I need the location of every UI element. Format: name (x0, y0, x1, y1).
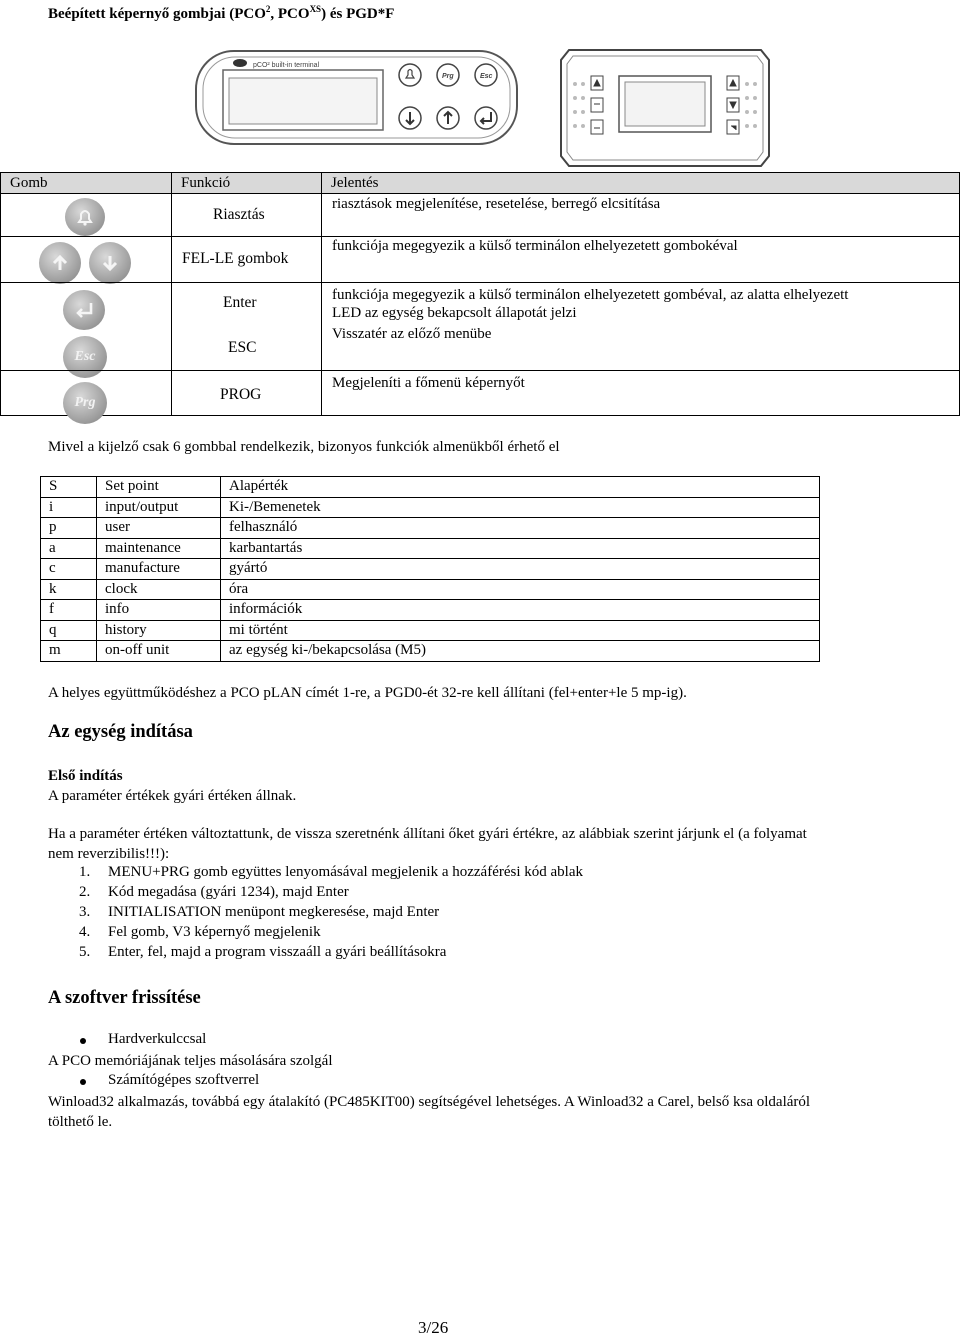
menu-english-cell: clock (97, 579, 221, 600)
menu-english-cell: on-off unit (97, 641, 221, 662)
menu-code-cell: S (41, 477, 97, 498)
pgd-terminal-image (555, 46, 775, 168)
function-label: ESC (228, 339, 257, 356)
menu-english-cell: manufacture (97, 559, 221, 580)
menu-hungarian-cell: Alapérték (221, 477, 820, 498)
menu-hungarian-cell: felhasználó (221, 518, 820, 539)
esc-icon (63, 336, 107, 378)
menu-code-cell: m (41, 641, 97, 662)
section-heading: A szoftver frissítése (48, 988, 201, 1008)
meaning-text: funkciója megegyezik a külső terminálon elhelyezetett gombéval, az alatta elhelyezett (332, 287, 849, 303)
sub-heading: Első indítás (48, 768, 123, 784)
title-text: , PCO (270, 6, 310, 22)
menu-hungarian-cell: óra (221, 579, 820, 600)
up-arrow-icon (39, 242, 81, 284)
function-label: Riasztás (213, 206, 265, 223)
menu-english-cell: input/output (97, 497, 221, 518)
meaning-cell (322, 194, 960, 416)
menu-table-row (41, 477, 820, 498)
bullet-text: Számítógépes szoftverrel (108, 1072, 260, 1088)
function-cell (172, 194, 322, 416)
title-text: ) és PGD*F (321, 6, 395, 22)
menu-hungarian-cell: gyártó (221, 559, 820, 580)
function-label: Enter (223, 294, 257, 311)
menu-code-cell: f (41, 600, 97, 621)
menu-english-cell: user (97, 518, 221, 539)
menu-table (40, 476, 820, 662)
menu-table-row (41, 641, 820, 662)
device-logo-text: pCO² built-in terminal (253, 62, 320, 69)
bell-icon (65, 198, 105, 236)
step-number: 1. (79, 864, 91, 880)
down-arrow-icon (89, 242, 131, 284)
section-heading: Az egység indítása (48, 722, 193, 742)
svg-text:Prg: Prg (442, 73, 454, 80)
menu-hungarian-cell: információk (221, 600, 820, 621)
menu-table-row (41, 620, 820, 641)
row-divider (0, 282, 318, 283)
function-label: FEL-LE gombok (182, 250, 289, 267)
header-cell: Jelentés (322, 173, 960, 194)
bullet-icon (80, 1038, 86, 1044)
menu-code-cell: p (41, 518, 97, 539)
meaning-text: LED az egység bekapcsolt állapotát jelzi (332, 305, 577, 321)
meaning-text: Megjeleníti a főmenü képernyőt (332, 375, 525, 391)
builtin-terminal-image (195, 50, 518, 145)
row-divider (0, 236, 318, 237)
paragraph-line: nem reverzibilis!!!): (48, 846, 170, 862)
menu-table-row (41, 559, 820, 580)
body-text: tölthető le. (48, 1114, 113, 1130)
function-label: PROG (220, 386, 262, 403)
step-text: Enter, fel, majd a program visszaáll a gyári beállításokra (108, 944, 447, 960)
menu-code-cell: q (41, 620, 97, 641)
bullet-icon (80, 1079, 86, 1085)
sub-text: A paraméter értékek gyári értéken állnak. (48, 788, 297, 804)
menu-hungarian-cell: mi történt (221, 620, 820, 641)
plan-text: A helyes együttműködéshez a PCO pLAN címét 1-re, a PGD0-ét 32-re kell állítani (fel+enter+le 5 mp-ig). (48, 685, 687, 701)
menu-table-row (41, 600, 820, 621)
menu-english-cell: history (97, 620, 221, 641)
icon-cell (1, 194, 172, 416)
row-divider (318, 370, 960, 371)
menu-hungarian-cell: Ki-/Bemenetek (221, 497, 820, 518)
svg-text:Esc: Esc (480, 73, 493, 80)
table-header-row (1, 173, 960, 194)
step-text: Kód megadása (gyári 1234), majd Enter (108, 884, 349, 900)
step-text: MENU+PRG gomb együttes lenyomásával megjelenik a hozzáférési kód ablak (108, 864, 583, 880)
table-row (1, 194, 960, 416)
menu-hungarian-cell: az egység ki-/bekapcsolása (M5) (221, 641, 820, 662)
body-text: A PCO memóriájának teljes másolására szolgál (48, 1053, 333, 1069)
menu-table-row (41, 538, 820, 559)
meaning-text: funkciója megegyezik a külső terminálon elhelyezetett gombokéval (332, 238, 738, 254)
esc-icon-text: Esc (74, 349, 96, 364)
intro-text: Mivel a kijelző csak 6 gombbal rendelkezik, bizonyos funkciók almenükből érhető el (48, 439, 560, 455)
menu-hungarian-cell: karbantartás (221, 538, 820, 559)
step-text: INITIALISATION menüpont megkeresése, majd Enter (108, 904, 440, 920)
menu-table-row (41, 497, 820, 518)
header-cell: Gomb (1, 173, 172, 194)
row-divider (318, 236, 960, 237)
menu-table-row (41, 518, 820, 539)
step-number: 2. (79, 884, 91, 900)
step-number: 4. (79, 924, 91, 940)
menu-code-cell: c (41, 559, 97, 580)
step-number: 5. (79, 944, 91, 960)
page-title (48, 4, 394, 23)
row-divider (0, 370, 318, 371)
menu-english-cell: maintenance (97, 538, 221, 559)
menu-table-row (41, 579, 820, 600)
paragraph-line: Ha a paraméter értéken változtattunk, de vissza szeretnénk állítani őket gyári értékre, az alábbiak szerint járjunk el (a folyamat (48, 826, 807, 842)
menu-english-cell: info (97, 600, 221, 621)
prg-icon-text: Prg (74, 395, 96, 410)
menu-english-cell: Set point (97, 477, 221, 498)
enter-icon (63, 290, 105, 330)
row-divider (318, 282, 960, 283)
menu-code-cell: k (41, 579, 97, 600)
menu-code-cell: a (41, 538, 97, 559)
title-text: Beépített képernyő gombjai (PCO (48, 6, 266, 22)
body-text: Winload32 alkalmazás, továbbá egy átalakító (PC485KIT00) segítségével lehetséges. A Winload32 a Carel, belső ksa oldaláról (48, 1094, 811, 1110)
step-text: Fel gomb, V3 képernyő megjelenik (108, 924, 321, 940)
title-sup: 2 (265, 4, 271, 14)
buttons-table (0, 172, 960, 416)
header-cell: Funkció (172, 173, 322, 194)
menu-code-cell: i (41, 497, 97, 518)
step-number: 3. (79, 904, 91, 920)
meaning-text: riasztások megjelenítése, resetelése, berregő elcsitítása (332, 196, 661, 212)
title-sup: XS (309, 4, 322, 14)
prg-icon (63, 382, 107, 424)
meaning-text: Visszatér az előző menübe (332, 326, 492, 342)
bullet-text: Hardverkulccsal (108, 1031, 207, 1047)
page-number: 3/26 (418, 1318, 449, 1337)
